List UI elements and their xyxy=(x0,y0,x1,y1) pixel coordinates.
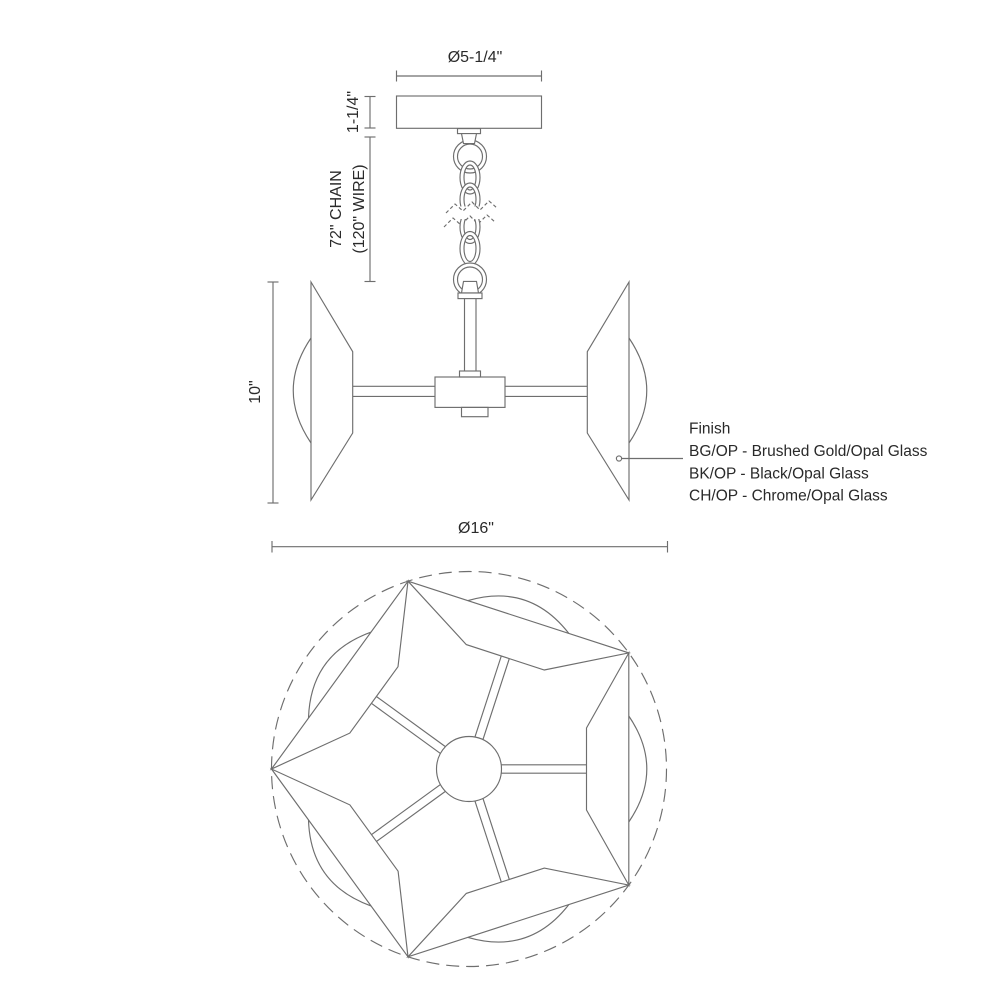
dim-canopy-height xyxy=(345,91,376,133)
plan-shade-lower-left xyxy=(272,769,409,957)
finish-option-bk-op: BK/OP - Black/Opal Glass xyxy=(689,465,869,483)
chain-link-broken-upper xyxy=(460,183,480,216)
dim-chain-label-line1: 72" CHAIN xyxy=(328,170,345,248)
dim-chain-label-line2: (120" WIRE) xyxy=(351,164,368,254)
chain-break-mark xyxy=(446,201,497,213)
plan-hub-circle xyxy=(437,737,502,802)
hub-body xyxy=(435,377,505,407)
chain-connector-cup-bottom xyxy=(462,281,479,293)
shade-cone-outline xyxy=(311,282,353,500)
plan-shade-upper-right xyxy=(408,581,629,670)
opal-glass-dome xyxy=(629,338,647,443)
bottom-plan-view xyxy=(272,572,667,967)
plan-shade-right xyxy=(587,653,629,885)
hanging-chain xyxy=(444,129,497,299)
dim-fixture-diameter xyxy=(272,520,668,553)
dim-canopy-height-label: 1-1/4" xyxy=(345,90,362,134)
finish-legend-title: Finish xyxy=(689,420,731,438)
dim-fixture-height-label: 10" xyxy=(247,380,264,404)
line-art-root xyxy=(247,49,928,967)
plan-shade-lower-right xyxy=(408,868,629,957)
dim-canopy-diameter xyxy=(397,49,542,82)
dim-chain-length xyxy=(328,137,376,282)
dim-canopy-diameter-label: Ø5-1/4" xyxy=(447,49,503,66)
hub-finial xyxy=(462,407,489,416)
chain-link xyxy=(460,232,480,266)
shade-cone-outline xyxy=(587,282,629,500)
dim-fixture-height xyxy=(247,282,279,503)
chain-connector-flange-bottom xyxy=(458,293,482,299)
stem-and-hub xyxy=(353,299,588,417)
plan-glass-dome-upper-right xyxy=(468,596,569,633)
canopy xyxy=(397,96,542,128)
plan-arm-line xyxy=(371,703,440,753)
chain-ring-top xyxy=(454,140,487,173)
finish-option-bg-op: BG/OP - Brushed Gold/Opal Glass xyxy=(689,443,928,460)
dim-fixture-diameter-label: Ø16" xyxy=(458,520,494,537)
plan-glass-dome-right xyxy=(629,716,647,822)
finish-option-ch-op: CH/OP - Chrome/Opal Glass xyxy=(689,487,888,505)
plan-arm-line xyxy=(371,785,440,835)
shade-left xyxy=(293,282,352,500)
plan-arm-line xyxy=(376,697,445,747)
stem-collar xyxy=(460,371,481,377)
shade-right xyxy=(587,282,646,500)
chain-connector-cup-top xyxy=(462,134,477,144)
chain-connector-flange-top xyxy=(458,129,481,134)
plan-arm-line xyxy=(376,792,445,842)
plan-shade-upper-left xyxy=(272,581,409,769)
opal-glass-dome xyxy=(293,338,311,443)
finish-callout xyxy=(616,421,927,505)
side-elevation-view xyxy=(247,49,928,553)
leader-dot xyxy=(616,456,621,461)
plan-glass-dome-lower-right xyxy=(468,905,569,942)
chain-break-mark xyxy=(444,215,495,227)
